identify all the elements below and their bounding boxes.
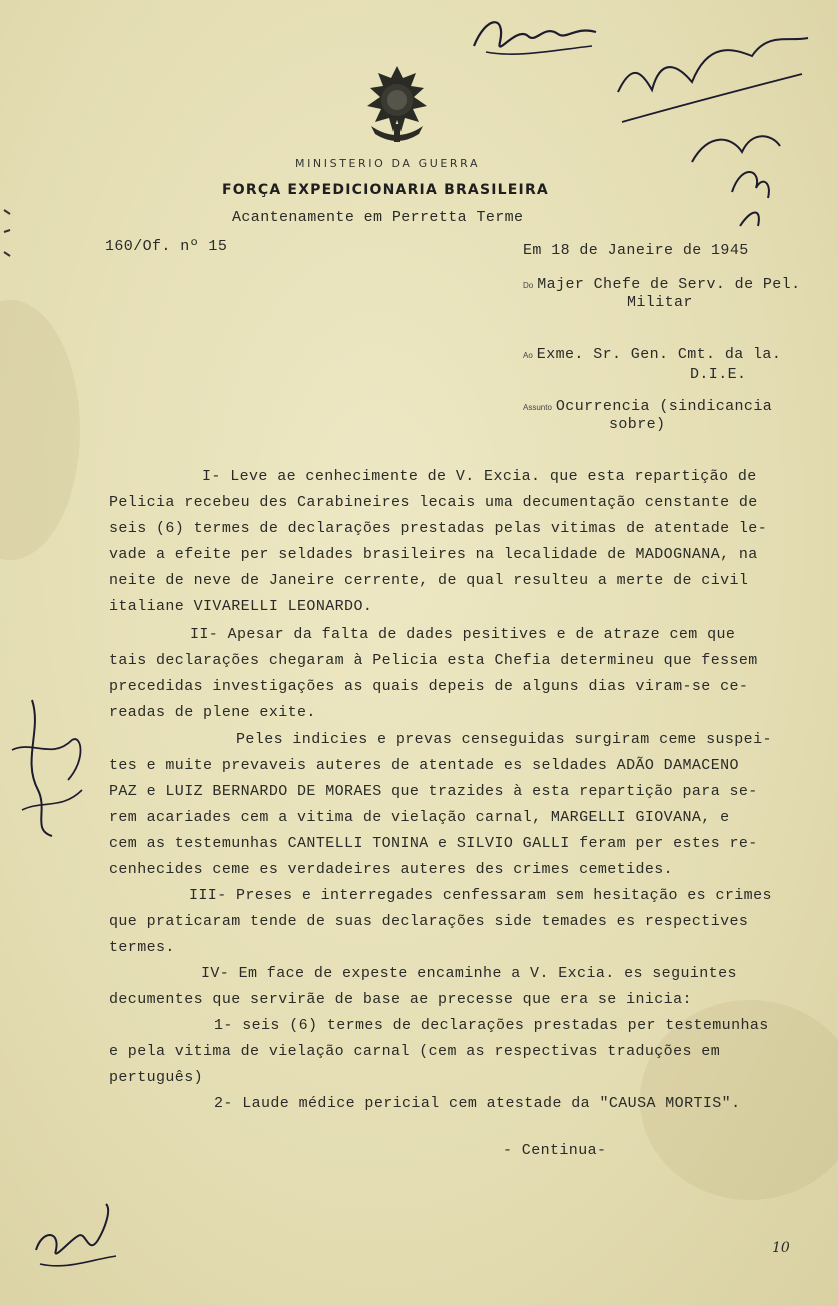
camp-location: Acantenamente em Perretta Terme [232, 209, 524, 226]
reference-number: 160/Of. nº 15 [105, 238, 228, 255]
marginal-annotation [612, 12, 832, 232]
body-line: cenhecides ceme es verdadeires auteres des crimes cemetides. [109, 861, 674, 878]
page-number: 10 [772, 1240, 790, 1256]
body-line: cem as testemunhas CANTELLI TONINA e SILVIO GALLI feram per estes re- [109, 835, 758, 852]
to-value: Exme. Sr. Gen. Cmt. da la. [536, 346, 782, 363]
from-line [523, 276, 800, 293]
body-line: 2- Laude médice pericial cem atestade da "CAUSA MORTIS". [214, 1095, 741, 1112]
body-line: rem acariades cem a vitima de vielação carnal, MARGELLI GIOVANA, e [109, 809, 730, 826]
signature-bottom [26, 1200, 126, 1280]
body-line: que praticaram tende de suas declarações side temades es respectives [109, 913, 749, 930]
ministry-heading: MINISTERIO DA GUERRA [295, 157, 481, 170]
body-line: termes. [109, 939, 175, 956]
force-heading: FORÇA EXPEDICIONARIA BRASILEIRA [222, 182, 549, 198]
body-line: II- Apesar da falta de dades pesitives e de atraze cem que [190, 626, 736, 643]
from-value-cont: Militar [627, 294, 693, 311]
subject-label: Assunto [523, 403, 552, 412]
document-date: Em 18 de Janeire de 1945 [523, 242, 749, 259]
body-line: neite de neve de Janeire cerrente, de qual resulteu a merte de civil [109, 572, 749, 589]
body-line: I- Leve ae cenhecimente de V. Excia. que esta repartição de [202, 468, 757, 485]
from-value: Majer Chefe de Serv. de Pel. [537, 276, 801, 293]
body-line: 1- seis (6) termes de declarações prestadas per testemunhas [214, 1017, 769, 1034]
to-line [523, 346, 781, 363]
body-line: pertuguês) [109, 1069, 204, 1086]
continuation-mark: - Centinua- [503, 1142, 607, 1159]
body-line: e pela vitima de vielação carnal (cem as respectivas traduções em [109, 1043, 721, 1060]
body-line: readas de plene exite. [109, 704, 316, 721]
coat-of-arms-emblem [357, 64, 437, 148]
margin-tick-marks [0, 200, 16, 260]
body-line: Pelicia recebeu des Carabineires lecais uma decumentação censtante de [109, 494, 758, 511]
body-line: decumentes que servirãe de base ae precesse que era se inicia: [109, 991, 692, 1008]
body-line: italiane VIVARELLI LEONARDO. [109, 598, 373, 615]
body-line: IV- Em face de expeste encaminhe a V. Excia. es seguintes [201, 965, 737, 982]
from-label: Do [523, 281, 534, 290]
margin-signature [2, 690, 92, 840]
subject-value: Ocurrencia (sindicancia [555, 398, 773, 415]
body-line: PAZ e LUIZ BERNARDO DE MORAES que trazides à esta repartição para se- [109, 783, 758, 800]
to-label: Ao [523, 351, 533, 360]
body-line: vade a efeite per seldades brasileires na lecalidade de MADOGNANA, na [109, 546, 758, 563]
to-value-cont: D.I.E. [690, 366, 747, 383]
body-line: tes e muite prevaveis auteres de atentade es seldades ADÃO DAMACENO [109, 757, 739, 774]
body-line: seis (6) termes de declarações prestadas pelas vitimas de atentade le- [109, 520, 768, 537]
subject-line [523, 398, 772, 415]
signature-top [466, 6, 606, 76]
body-line: tais declarações chegaram à Pelicia esta Chefia determineu que fessem [109, 652, 758, 669]
body-line: III- Preses e interregades cenfessaram sem hesitação es crimes [189, 887, 772, 904]
subject-value-cont: sobre) [609, 416, 666, 433]
paper-stain [0, 300, 80, 560]
body-line: Peles indicies e prevas censeguidas surgiram ceme suspei- [236, 731, 772, 748]
body-line: precedidas investigações as quais depeis de alguns dias viram-se ce- [109, 678, 749, 695]
